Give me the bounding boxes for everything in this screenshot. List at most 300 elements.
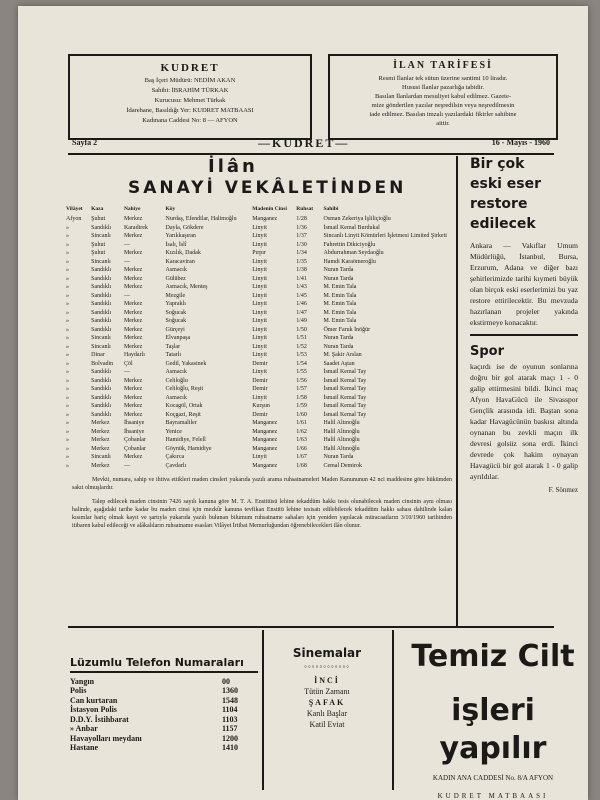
table-cell: 1/66 (296, 445, 307, 452)
table-cell: 1/52 (296, 343, 307, 350)
table-cell: Merkez (123, 284, 143, 290)
telefon-number: 1360 (222, 686, 238, 695)
table-cell: Nuran Tarda (323, 335, 354, 341)
table-cell: Manganez (252, 437, 278, 443)
table-row (64, 453, 449, 462)
table-cell: 1/43 (296, 284, 307, 290)
table-row (64, 266, 449, 275)
table-cell: » (66, 420, 69, 426)
table-cell: — (123, 258, 130, 265)
table-cell: Haydarlı (123, 352, 145, 358)
ilan-tarifesi-box (328, 54, 558, 140)
table-cell: İsmail Kemal Burdukal (323, 224, 380, 231)
table-cell: Linyit (252, 335, 267, 341)
table-cell: Sandıklı (91, 267, 112, 273)
table-cell: Halil Altınoğlu (323, 428, 360, 435)
masthead-line: Baş İçeri Müdürü: NEDİM AKAN (144, 77, 236, 84)
table-cell: Ömer Faruk İnöğür (323, 326, 371, 333)
table-cell: Sincanlı (91, 233, 111, 239)
newspaper-page (18, 6, 588, 800)
table-cell: Şuhut (91, 250, 106, 256)
telefon-row (70, 715, 258, 725)
tarif-title: İLAN TARİFESİ (393, 60, 493, 71)
table-cell: Şuhut (91, 241, 106, 248)
page-header (68, 136, 554, 152)
sinema-dots: ◦◦◦◦◦◦◦◦◦◦◦◦ (303, 662, 351, 671)
table-cell: Bolvadin (91, 360, 114, 367)
table-cell: Kocagöl, Ortak (165, 403, 203, 409)
telefon-number: 1548 (222, 695, 238, 705)
license-rows (64, 215, 449, 470)
table-cell: Demir (252, 377, 268, 384)
table-cell: » (66, 224, 69, 231)
table-cell: » (66, 369, 69, 375)
table-cell: Halil Altınoğlu (323, 445, 360, 452)
table-cell: 1/41 (296, 275, 307, 282)
telefon-row (70, 743, 258, 753)
table-cell: Sandıklı (91, 284, 112, 290)
table-cell: — (123, 462, 130, 469)
table-cell: Afyon (66, 216, 82, 222)
table-cell: Merkez (91, 428, 110, 435)
table-cell: 1/55 (296, 369, 307, 375)
table-cell: Merkez (123, 377, 143, 384)
table-row (64, 419, 449, 428)
table-cell: » (66, 445, 69, 452)
table-cell: M. Emin Tala (323, 309, 357, 316)
table-cell: Linyit (252, 284, 267, 290)
table-cell: Linyit (252, 394, 267, 401)
telefon-label: Yangın (70, 676, 95, 686)
table-cell: 1/38 (296, 267, 307, 273)
table-cell: 1/28 (296, 216, 307, 222)
table-cell: 1/59 (296, 403, 307, 409)
table-cell: » (66, 437, 69, 443)
spor-signature: F. Sönmez (548, 486, 578, 494)
telefon-number: 00 (222, 676, 230, 686)
table-cell: Tatarlı (165, 352, 182, 358)
table-row (64, 317, 449, 326)
table-cell: Linyit (252, 309, 267, 316)
table-row (64, 343, 449, 352)
masthead-title: KUDRET (160, 62, 220, 74)
table-cell: 1/53 (296, 352, 307, 358)
masthead-line: Kurucusu: Mehmet Türkak (154, 97, 226, 104)
side-column (470, 154, 578, 494)
notice-paragraph-2: Talep edilecek maden cinsinin 7426 sayılı kanuna göre M. T. A. Enstitüsü lehine tekaddüm hakkı tesis olunabilecek maden cinsinin aynı olması halinde, aşağıdaki tarihe kadar bu maden cinsi için mezkûr kanuna tevfikan Enstitü lehine tesisatı edilebilecek tekaddüm hakkı sahası dahilinde kalan kısımlar hariç olmak kayıt ve şartıyla yukarıda yazılı bulunan bilumum ruhsatname sahaları için yeniden yapılacak müracaatların 3/10/1960 tarihinden itibaren kabul edileceği ve alâkalıların ruhsatname esasları Vilâyet İrtibat Memurluğundan öğrenebilecekleri ilân olunur. (72, 499, 452, 529)
tarif-line: mize gönderilen yazılar neşredilsin veya neşredilmesin (371, 102, 515, 109)
telefon-label: Can kurtaran (70, 695, 118, 705)
notice-title: İlân (208, 156, 258, 177)
table-cell: Merkez (91, 420, 110, 426)
telefon-number: 1103 (222, 714, 238, 724)
table-row (64, 394, 449, 403)
table-cell: Asmacık, Menteş (165, 284, 208, 290)
table-row (64, 351, 449, 360)
table-row (64, 462, 449, 471)
headline-line: restore (470, 196, 528, 212)
license-table (64, 206, 449, 470)
table-cell: Merkez (123, 301, 143, 307)
bottom-divider-left (262, 630, 264, 790)
table-cell: Gülübez (165, 275, 186, 282)
table-cell: Sandıklı (91, 326, 112, 333)
table-row (64, 360, 449, 369)
table-cell: Elvanpaşa (165, 335, 191, 341)
table-cell: Halil Altınoğlu (323, 420, 360, 426)
table-cell: Gürçeyi (165, 326, 185, 333)
headline-line: Bir çok (470, 156, 525, 172)
table-cell: Linyit (252, 326, 267, 333)
table-row (64, 402, 449, 411)
table-cell: Merkez (91, 462, 110, 469)
telefon-row (70, 696, 258, 706)
telefon-label: Polis (70, 686, 87, 695)
telefon-rows (70, 677, 258, 753)
telefon-title: Lüzumlu Telefon Numaraları (70, 656, 244, 669)
sinema-name: ŞAFAK (308, 698, 346, 707)
table-cell: 1/61 (296, 420, 307, 426)
ad-address: KADIN ANA CADDESİ No. 8/A AFYON (432, 774, 554, 782)
tarif-line: Basılan İlanlardan mesuliyet kabul edilmez. Gazete- (374, 93, 512, 100)
table-row (64, 436, 449, 445)
telefon-rule (70, 671, 258, 673)
table-cell: Merkez (123, 343, 143, 350)
table-cell: 1/60 (296, 411, 307, 418)
column-divider (456, 156, 458, 626)
table-cell: Demir (252, 386, 268, 392)
table-cell: » (66, 301, 69, 307)
table-cell: » (66, 428, 69, 435)
table-cell: 1/67 (296, 454, 307, 460)
ad-line-1: Temiz Cilt (411, 639, 575, 674)
table-cell: Sandıklı (91, 318, 112, 324)
table-cell: Sincanlı (91, 454, 111, 460)
table-cell: Merkez (91, 437, 110, 443)
telefon-row (70, 734, 258, 744)
table-cell: Linyit (252, 318, 267, 324)
table-cell: Cemal Demirok (323, 462, 362, 469)
table-cell: Saadet Aştan (323, 360, 355, 367)
sinema-name: İNCİ (314, 676, 340, 685)
table-cell: Mezgile (165, 292, 186, 299)
table-cell: Yapraklı (165, 301, 186, 307)
telefon-label: Havayolları meydanı (70, 733, 142, 743)
telefon-row (70, 677, 258, 687)
table-cell: Asmacık (165, 267, 187, 273)
table-cell: Sincanlı (91, 335, 111, 341)
table-cell: Bayramaliler (165, 420, 197, 426)
table-cell: Merkez (123, 386, 143, 392)
table-row (64, 275, 449, 284)
tarif-text (336, 74, 550, 128)
telefon-row (70, 686, 258, 696)
table-cell: Sandıklı (91, 301, 112, 307)
table-cell: Demir (252, 411, 268, 418)
table-cell: İsalı, İslî (165, 241, 187, 248)
table-cell: Çobanlar (123, 445, 146, 452)
sinema-film: Kanlı Başlar (306, 709, 348, 718)
table-row (64, 232, 449, 241)
table-cell: Manganez (252, 462, 278, 469)
table-cell: Nurdaş, Efendilar, Halimoğlu (165, 216, 237, 222)
table-cell: » (66, 258, 69, 265)
table-cell: Sandıklı (91, 403, 112, 409)
column-header: Nahiye (123, 206, 141, 212)
table-row (64, 385, 449, 394)
table-cell: Abdurrahman Seydaoğlu (323, 250, 384, 256)
table-cell: Merkez (123, 326, 143, 333)
table-cell: » (66, 292, 69, 299)
table-cell: 1/47 (296, 309, 307, 316)
spor-title: Spor (470, 344, 505, 359)
table-cell: Asmacık (165, 394, 187, 401)
table-cell: Merkez (91, 445, 110, 452)
table-cell: 1/51 (296, 335, 307, 341)
table-cell: Dinar (91, 352, 105, 358)
table-cell: Şuhut (91, 216, 106, 222)
table-cell: İsmail Kemal Tay (323, 411, 367, 418)
tarif-line: iade edilmez. Basılan imzalı yazılardaki fikirler sahibine (369, 111, 517, 118)
table-cell: Soğucak (165, 309, 187, 316)
tarif-line: Resmi İlanlar tek sütun üzerine santimi 10 liradır. (378, 75, 508, 82)
table-cell: Merkez (123, 250, 143, 256)
masthead-line: İdarehane, Basıldığı Yer: KUDRET MATBAASI (126, 107, 254, 114)
side-headline (470, 154, 578, 234)
table-cell: Sandıklı (91, 275, 112, 282)
table-cell: 1/68 (296, 462, 307, 469)
table-cell: Linyit (252, 233, 267, 239)
masthead-line: Kadınana Caddesi No: 8 — AFYON (142, 117, 238, 124)
table-cell: İhsaniye (123, 428, 145, 435)
table-cell: Linyit (252, 267, 267, 273)
table-cell: M. Emin Tala (323, 292, 357, 299)
table-cell: 1/50 (296, 326, 307, 333)
sinema-film: Tütün Zamanı (304, 687, 350, 696)
table-cell: » (66, 241, 69, 248)
notice-paragraph-1: Mevkii, numara, sahip ve ihtiva ettikleri maden cinsleri yukarıda yazılı arama ruhsatnameleri Maden Kanununun 42 nci maddesine göre hükümden sakıt olmuşlardır. (72, 477, 452, 491)
table-cell: Yenice (165, 428, 182, 435)
side-article-text: Ankara — Vakıflar Umum Müdürlüğü, İstanbul, Bursa, Erzurum, Adana ve diğer bazı şehirlerimizde tarihi kıymeti büyük olan birçok eski eserlerimizi bu yaz restore ettirilecektir. Bu mevzuda hazırlanan projeler yakında ekstirmeye konacaktır. (470, 241, 578, 327)
table-cell: Sandıklı (91, 224, 112, 231)
table-cell: Çavdarlı (165, 462, 187, 469)
table-cell: Yarıkkaşıran (165, 233, 196, 239)
table-cell: Manganez (252, 216, 278, 222)
table-cell: 1/46 (296, 301, 307, 307)
table-cell: Sincanlı Linyit Kömürleri İşletmesi Limited Şirketi (323, 233, 447, 239)
table-cell: Taşlar (165, 343, 181, 350)
table-cell: Sincanlı (91, 258, 111, 265)
table-cell: » (66, 250, 69, 256)
table-cell: » (66, 326, 69, 333)
table-cell: 1/35 (296, 258, 307, 265)
side-rule (470, 334, 578, 336)
bottom-divider-right (392, 630, 394, 790)
telefon-label: Hastane (70, 743, 98, 752)
table-cell: Merkez (123, 454, 143, 460)
table-cell: 1/58 (296, 394, 307, 401)
table-cell: 1/54 (296, 360, 307, 367)
table-cell: 1/36 (296, 224, 307, 231)
table-cell: Sandıklı (91, 394, 112, 401)
table-cell: Sandıklı (91, 386, 112, 392)
bottom-section-rule (68, 626, 554, 628)
table-cell: — (123, 241, 130, 248)
table-cell: 1/56 (296, 377, 307, 384)
table-cell: Linyit (252, 241, 267, 248)
masthead-line: Sahibi: İBRAHİM TÜRKAK (151, 87, 229, 94)
masthead-box (68, 54, 312, 140)
table-cell: Celiloğlu, Reşit (165, 386, 204, 392)
table-row (64, 300, 449, 309)
table-cell: Pırpır (252, 250, 266, 256)
table-cell: » (66, 411, 69, 418)
table-cell: — (123, 292, 130, 299)
table-row (64, 428, 449, 437)
table-cell: 1/37 (296, 233, 307, 239)
table-cell: Celiloğlu (165, 377, 188, 384)
column-header: Madenin Cinsi (252, 206, 287, 212)
table-cell: Nuran Tarda (323, 267, 354, 273)
sinema-title: Sinemalar (292, 646, 362, 660)
table-cell: » (66, 233, 69, 239)
table-cell: Linyit (252, 301, 267, 307)
table-cell: Merkez (123, 275, 143, 282)
telefon-row (70, 705, 258, 715)
table-cell: 1/63 (296, 437, 307, 443)
table-cell: Fahrettin Dikiciyoğlu (323, 241, 376, 248)
table-cell: » (66, 309, 69, 316)
table-cell: Soğucak (165, 318, 187, 324)
table-cell: Hamidiye, Felell (165, 437, 206, 443)
table-cell: » (66, 377, 69, 384)
spor-article-text: kaçırdı ise de oyunun sonlarına doğru bir gol atarak maçı 1 - 0 galip ettirmesini bildi. İkinci maç Afyon HavaGücü ile Sivasspor Gençlik arasında idi. Baştan sona kadar Havagücünün baskısı altında oynanan bu zevkli maçın ilk devresi golsüz sona erdi. İkinci devrede çok hakim oynayan Havagücü bir gol atarak 1 - 0 galip ayrıldılar. (470, 362, 578, 481)
table-cell: M. Şakir Arslan (323, 352, 362, 358)
table-row (64, 326, 449, 335)
table-cell: İsmail Kemal Tay (323, 394, 367, 401)
table-row (64, 309, 449, 318)
telefon-number: 1157 (222, 724, 238, 733)
table-cell: Kızılık, Dadak (165, 250, 201, 256)
table-cell: Merkez (123, 403, 143, 409)
table-cell: Manganez (252, 420, 278, 426)
table-cell: Merkez (123, 267, 143, 273)
table-cell: Merkez (123, 216, 143, 222)
column-header: Kaza (91, 206, 104, 212)
table-cell: Linyit (252, 224, 267, 231)
table-cell: Sandıklı (91, 309, 112, 316)
table-row (64, 258, 449, 267)
table-cell: » (66, 343, 69, 350)
temiz-cilt-ad (398, 638, 588, 800)
table-row (64, 215, 449, 224)
table-cell: Sandıklı (91, 369, 112, 375)
table-cell: 1/62 (296, 428, 307, 435)
table-cell: Karacaviran (165, 258, 195, 265)
table-row (64, 241, 449, 250)
telefon-number: 1200 (222, 733, 238, 743)
tarif-line: aittir. (436, 120, 450, 127)
notice-subtitle: SANAYİ VEKÂLETİNDEN (128, 178, 407, 198)
table-cell: M. Emin Tala (323, 318, 357, 324)
tarif-line: Hususi İlanlar pazarlığa tabidir. (402, 84, 484, 91)
headline-line: eski eser (470, 176, 542, 192)
table-cell: » (66, 318, 69, 324)
table-cell: Linyit (252, 369, 267, 375)
table-cell: — (123, 369, 130, 375)
telefon-label: D.D.Y. İstihbarat (70, 714, 129, 724)
table-cell: Çöl (123, 360, 133, 367)
column-header: Ruhsat (296, 206, 314, 212)
table-cell: Karadirek (123, 224, 148, 231)
table-cell: » (66, 284, 69, 290)
telefon-label: » Anbar (70, 724, 98, 733)
table-cell: » (66, 335, 69, 341)
column-header: Köy (165, 206, 176, 212)
table-cell: Gedil, Yakasinek (165, 360, 207, 367)
table-cell: Linyit (252, 454, 267, 460)
table-cell: Sandıklı (91, 377, 112, 384)
table-cell: Sincanlı (91, 343, 111, 350)
table-cell: Demir (252, 360, 268, 367)
ad-line-2: işleri yapılır (439, 693, 547, 766)
table-cell: Linyit (252, 258, 267, 265)
table-cell: » (66, 267, 69, 273)
table-cell: Dayla, Gökdere (165, 224, 204, 231)
table-cell: » (66, 386, 69, 392)
column-header: Vilâyet (66, 206, 83, 212)
table-cell: Merkez (123, 411, 143, 418)
table-cell: » (66, 454, 69, 460)
sinema-section (268, 642, 386, 730)
table-cell: Merkez (123, 318, 143, 324)
table-cell: Nuran Tarda (323, 275, 354, 282)
table-cell: 1/49 (296, 318, 307, 324)
table-cell: Osman Zekeriya İşliliçioğlu (323, 216, 391, 222)
table-cell: İhsaniye (123, 420, 145, 426)
table-cell: Koçgazi, Reşit (165, 411, 201, 418)
table-cell: » (66, 394, 69, 401)
table-cell: M. Emin Tala (323, 301, 357, 307)
table-cell: » (66, 275, 69, 282)
table-cell: Linyit (252, 352, 267, 358)
column-header: Sahibi (323, 206, 339, 212)
headline-line: edilecek (470, 216, 536, 232)
table-header-row (64, 206, 449, 215)
table-cell: Göynük, Hamidiye (165, 445, 212, 452)
table-cell: İsmail Kemal Tay (323, 377, 367, 384)
table-row (64, 292, 449, 301)
table-cell: Çakırca (165, 454, 185, 460)
issue-date: 16 - Mayıs - 1960 (491, 138, 550, 147)
table-cell: Nuran Tarda (323, 454, 354, 460)
table-row (64, 411, 449, 420)
table-cell: Manganez (252, 445, 278, 452)
page-number: Sayfa 2 (72, 138, 98, 147)
telefon-row (70, 724, 258, 734)
table-cell: Linyit (252, 292, 267, 299)
table-cell: » (66, 352, 69, 358)
table-cell: Sandıklı (91, 292, 112, 299)
table-cell: Merkez (123, 394, 143, 401)
table-cell: Nuran Tarda (323, 343, 354, 350)
table-cell: » (66, 462, 69, 469)
table-row (64, 283, 449, 292)
table-cell: 1/57 (296, 386, 307, 392)
table-cell: » (66, 403, 69, 409)
table-cell: Asmacık (165, 369, 187, 375)
table-row (64, 445, 449, 454)
